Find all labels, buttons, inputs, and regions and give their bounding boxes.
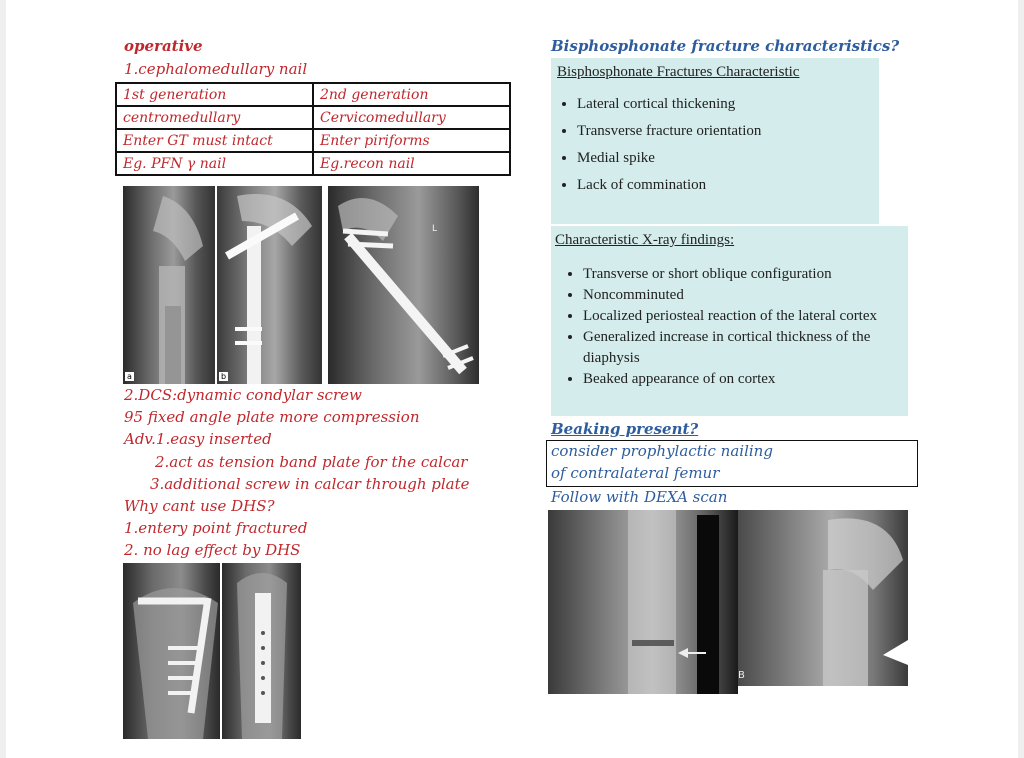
dcs-line: Why cant use DHS? [124, 497, 275, 515]
beaking-heading: Beaking present? [551, 420, 699, 438]
page-edge-right [1018, 0, 1024, 758]
nail-generation-table [115, 82, 511, 176]
list-item: • Generalized increase in cortical thickness of the diaphysis [583, 327, 913, 369]
list-item: • Medial spike [577, 150, 761, 167]
table-cell: Cervicomedullary [313, 106, 510, 129]
dcs-line: 2.act as tension band plate for the calcar [155, 453, 468, 471]
cephalomedullary-item: 1.cephalomedullary nail [124, 60, 308, 78]
table-cell: 2nd generation [313, 83, 510, 106]
xray-label-B: B [738, 670, 745, 681]
table-cell: Enter GT must intact [116, 129, 313, 152]
list-item: • Lateral cortical thickening [577, 96, 761, 113]
operative-heading: operative [124, 37, 203, 55]
list-item: • Transverse fracture orientation [577, 123, 761, 140]
dexa-followup: Follow with DEXA scan [551, 488, 728, 506]
table-cell: Eg. PFN γ nail [116, 152, 313, 175]
xray-image-c [328, 186, 479, 384]
xray-dcs-ap [123, 563, 220, 739]
list-item: • Transverse or short oblique configuration [583, 264, 913, 285]
page-edge-left [0, 0, 6, 758]
dcs-line: 3.additional screw in calcar through plate [150, 475, 470, 493]
xray-label-L: L [432, 224, 438, 234]
xray-dcs-lateral [222, 563, 301, 739]
list-item: • Localized periosteal reaction of the lateral cortex [583, 306, 913, 327]
dcs-line: 2.DCS:dynamic condylar screw [124, 386, 362, 404]
prophylactic-box [546, 440, 918, 487]
xray-femur-transverse [548, 510, 738, 694]
characteristics-panel [551, 58, 879, 224]
xray-image-b [217, 186, 322, 384]
list-item: • Lack of commination [577, 177, 761, 194]
dcs-line: 95 fixed angle plate more compression [124, 408, 420, 426]
xray-label-a: a [127, 372, 132, 381]
xray-label-b: b [221, 372, 227, 381]
table-cell: Eg.recon nail [313, 152, 510, 175]
table-cell: Enter piriforms [313, 129, 510, 152]
dcs-line: 1.entery point fractured [124, 519, 308, 537]
bisphosphonate-heading: Bisphosphonate fracture characteristics? [551, 37, 900, 55]
table-cell: 1st generation [116, 83, 313, 106]
xray-findings-panel [551, 226, 908, 416]
box-line: consider prophylactic nailing [551, 442, 773, 460]
table-cell: centromedullary [116, 106, 313, 129]
list-item: • Noncomminuted [583, 285, 913, 306]
xray-femur-beaking [738, 510, 908, 686]
dcs-line: Adv.1.easy inserted [124, 430, 272, 448]
xray-image-a [123, 186, 215, 384]
panel-title: Bisphosphonate Fractures Characteristic [557, 64, 800, 80]
dcs-line: 2. no lag effect by DHS [124, 541, 301, 559]
list-item: • Beaked appearance of on cortex [583, 369, 913, 390]
box-line: of contralateral femur [551, 464, 720, 482]
panel-title: Characteristic X-ray findings: [555, 232, 735, 248]
